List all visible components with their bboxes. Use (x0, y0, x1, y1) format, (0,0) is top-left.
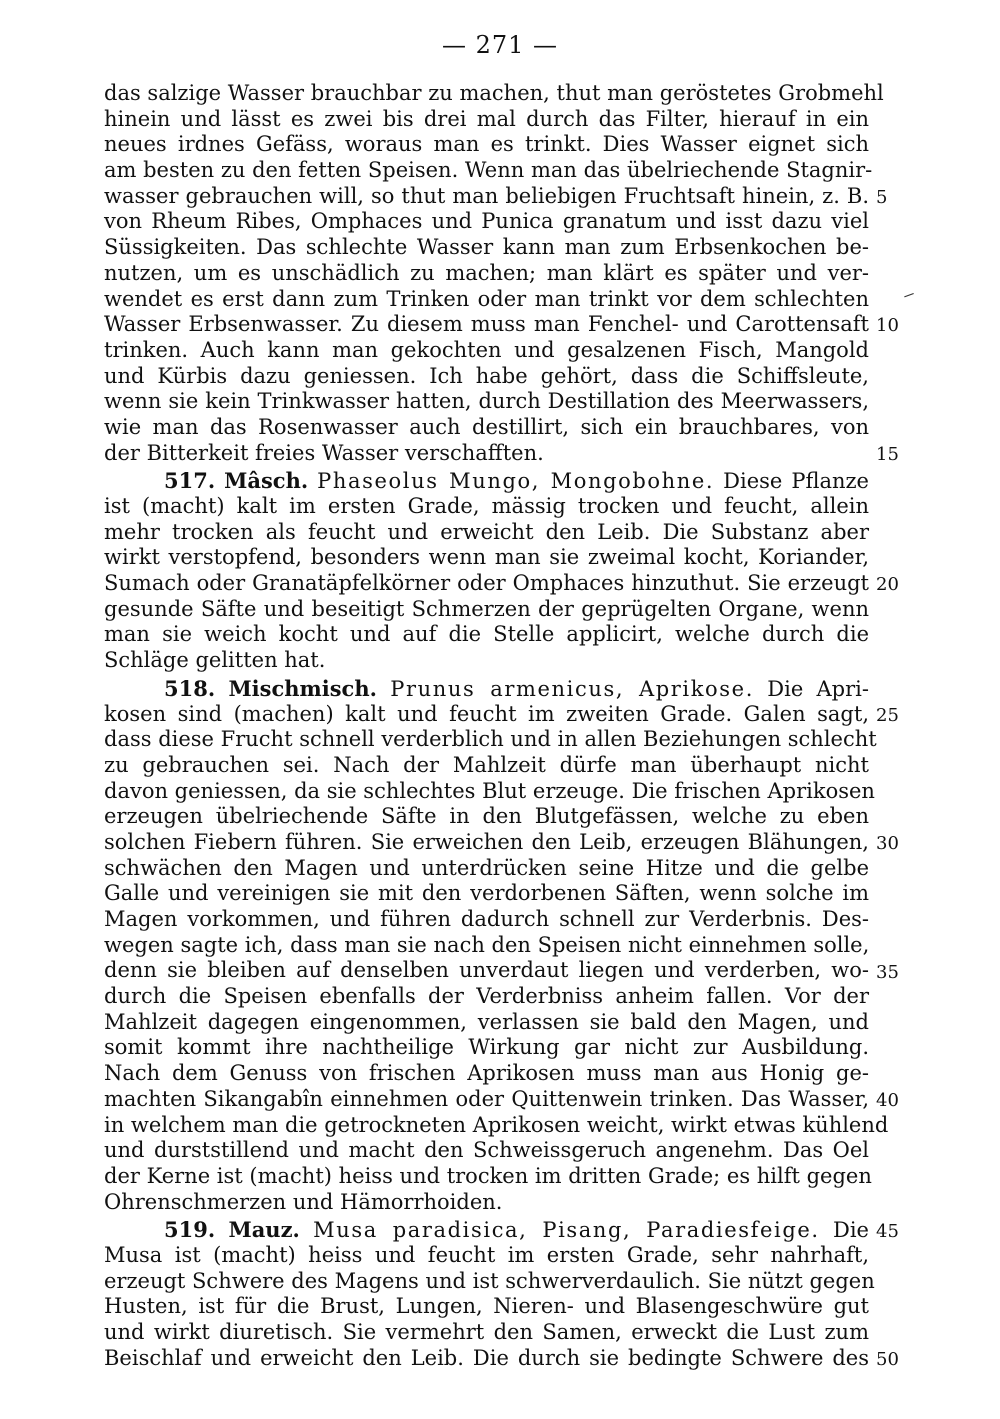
text-line (104, 312, 869, 338)
text-line (104, 545, 869, 571)
line-text: der Kerne ist (macht) heiss und trocken im dritten Grade; es hilft gegen (104, 1163, 872, 1188)
entry-botanical-name: Phaseolus Mungo, Mongobohne. (317, 469, 715, 494)
text-line (104, 804, 869, 830)
line-text: trinken. Auch kann man gekochten und gesalzenen Fisch, Mangold (104, 337, 869, 362)
line-number: 25 (876, 704, 899, 726)
entry-headword: Mâsch. (224, 468, 309, 494)
text-line (104, 753, 869, 779)
line-text: mehr trocken als feucht und erweicht den Leib. Die Substanz aber (104, 519, 869, 544)
entry-number: 518. (164, 675, 216, 701)
text-line (104, 1087, 869, 1113)
line-text: durch die Speisen ebenfalls der Verderbniss anheim fallen. Vor der (104, 984, 869, 1009)
text-line (104, 1243, 869, 1269)
text-line (104, 597, 869, 623)
line-text: dass diese Frucht schnell verderblich und in allen Beziehungen schlecht (104, 727, 877, 752)
line-text: Beischlaf und erweicht den Leib. Die durch sie bedingte Schwere des (104, 1345, 869, 1370)
line-text: gesunde Säfte und beseitigt Schmerzen der geprügelten Organe, wenn (104, 596, 869, 621)
text-line (104, 107, 869, 133)
text-line (104, 1061, 869, 1087)
page-number: — 271 — (441, 31, 559, 59)
text-line (104, 494, 869, 520)
line-text: und durststillend und macht den Schweissgeruch angenehm. Das Oel (104, 1138, 869, 1163)
line-text: hinein und lässt es zwei bis drei mal durch das Filter, hierauf in ein (104, 106, 869, 131)
line-text: somit kommt ihre nachtheilige Wirkung gar nicht zur Ausbildung. (104, 1035, 869, 1060)
text-line (104, 881, 869, 907)
line-text: Die Apri- (767, 676, 869, 701)
line-text: Sumach oder Granatäpfelkörner oder Omphaces hinzuthut. Sie erzeugt (104, 571, 869, 596)
line-number: 40 (876, 1090, 899, 1112)
line-text: Mahlzeit dagegen eingenommen, verlassen sie bald den Magen, und (104, 1009, 869, 1034)
text-line (104, 1268, 875, 1295)
line-text: wenn sie kein Trinkwasser hatten, durch Destillation des Meerwassers, (104, 389, 869, 414)
text-line (104, 1346, 869, 1372)
line-text: solchen Fiebern führen. Sie erweichen den Leib, erzeugen Blähungen, (104, 829, 869, 854)
line-number: 5 (876, 186, 888, 208)
line-text: zu gebrauchen sei. Nach der Mahlzeit dürfe man überhaupt nicht (104, 752, 869, 777)
margin-line-numbers (876, 0, 916, 1419)
text-line (104, 158, 873, 184)
text-line (104, 1010, 869, 1036)
text-line (104, 209, 869, 235)
text-line (104, 1190, 869, 1216)
entry-heading-line (104, 1217, 869, 1243)
line-number: 15 (876, 443, 899, 465)
text-line (104, 415, 869, 441)
text-line (104, 648, 869, 674)
line-text: Süssigkeiten. Das schlechte Wasser kann man zum Erbsenkochen be- (104, 235, 869, 260)
line-text: machten Sikangabîn einnehmen oder Quittenwein trinken. Das Wasser, (104, 1086, 869, 1111)
entry-headword: Mauz. (228, 1217, 300, 1243)
line-text: wasser gebrauchen will, so thut man beliebigen Fruchtsaft hinein, z. B. (104, 183, 869, 208)
line-number: 30 (876, 833, 899, 855)
line-text: und wirkt diuretisch. Sie vermehrt den Samen, erweckt die Lust zum (104, 1320, 869, 1344)
text-line (104, 830, 869, 856)
text-line (104, 132, 869, 158)
line-text: der Bitterkeit freies Wasser verschafften. (104, 440, 544, 465)
text-line (104, 261, 869, 287)
line-text: erzeugen übelriechende Säfte in den Blutgefässen, welche zu eben (104, 804, 869, 829)
line-text: wendet es erst dann zum Trinken oder man trinkt vor dem schlechten (104, 286, 869, 311)
line-text: denn sie bleiben auf denselben unverdaut liegen und verderben, wo- (104, 958, 869, 983)
text-line (104, 441, 869, 467)
line-text: Galle und vereinigen sie mit den verdorbenen Säften, wenn solche im (104, 881, 869, 906)
line-text: neues irdnes Gefäss, woraus man es trinkt. Dies Wasser eignet sich (104, 132, 869, 157)
text-line (104, 622, 869, 648)
line-text: Wasser Erbsenwasser. Zu diesem muss man Fenchel- und Carottensaft (104, 312, 869, 337)
line-text: das salzige Wasser brauchbar zu machen, thut man geröstetes Grobmehl (104, 81, 884, 105)
text-line (104, 1138, 869, 1164)
line-text: Nach dem Genuss von frischen Aprikosen muss man aus Honig ge- (104, 1061, 869, 1086)
line-text: nutzen, um es unschädlich zu machen; man klärt es später und ver- (104, 260, 869, 285)
line-text: ist (macht) kalt im ersten Grade, mässig trocken und feucht, allein (104, 494, 869, 518)
text-line (104, 1320, 869, 1346)
line-text: Magen vorkommen, und führen dadurch schnell zur Verderbnis. Des- (104, 907, 869, 931)
line-text: Schläge gelitten hat. (104, 648, 326, 673)
line-text: Die (833, 1218, 869, 1243)
line-number: 35 (876, 961, 899, 983)
line-text: davon geniessen, da sie schlechtes Blut erzeuge. Die frischen Aprikosen (104, 778, 875, 803)
line-text: wegen sagte ich, dass man sie nach den Speisen nicht einnehmen solle, (104, 932, 870, 957)
text-line (104, 702, 869, 728)
line-text: schwächen den Magen und unterdrücken seine Hitze und die gelbe (104, 855, 869, 880)
text-line (104, 984, 869, 1010)
line-number: 10 (876, 315, 899, 337)
line-text: kosen sind (machen) kalt und feucht im zweiten Grade. Galen sagt, (104, 701, 869, 726)
text-line (104, 907, 869, 933)
line-text: wirkt verstopfend, besonders wenn man sie zweimal kocht, Koriander, (104, 545, 869, 570)
line-text: erzeugt Schwere des Magens und ist schwerverdaulich. Sie nützt gegen (104, 1268, 875, 1293)
line-number: 50 (876, 1349, 899, 1371)
text-line (104, 389, 869, 415)
text-line (104, 856, 869, 882)
line-text: Husten, ist für die Brust, Lungen, Nieren- und Blasengeschwüre gut (104, 1294, 869, 1319)
line-text: in welchem man die getrockneten Aprikosen weicht, wirkt etwas kühlend (104, 1112, 889, 1137)
text-line (104, 520, 869, 546)
line-text: wie man das Rosenwasser auch destillirt, sich ein brauchbares, von (104, 414, 869, 439)
entry-number: 519. (164, 1217, 216, 1243)
pen-mark-decoration: ‒ (899, 282, 918, 307)
line-text: man sie weich kocht und auf die Stelle applicirt, welche durch die (104, 622, 869, 647)
text-line (104, 1163, 872, 1190)
text-line (104, 235, 869, 261)
entry-headword: Mischmisch. (228, 675, 377, 701)
entry-heading-line (104, 468, 869, 494)
line-text: Musa ist (macht) heiss und feucht im ersten Grade, sehr nahrhaft, (104, 1242, 869, 1267)
text-line (104, 364, 869, 390)
line-number: 20 (876, 574, 899, 596)
text-line (104, 727, 877, 753)
text-line (104, 184, 869, 210)
text-line (104, 933, 869, 959)
text-line (104, 81, 884, 107)
text-line (104, 287, 869, 313)
entry-heading-line (104, 676, 869, 702)
text-line (104, 1294, 869, 1320)
line-text: Ohrenschmerzen und Hämorrhoiden. (104, 1189, 503, 1214)
entry-number: 517. (164, 468, 216, 494)
line-text: und Kürbis dazu geniessen. Ich habe gehört, dass die Schiffsleute, (104, 363, 869, 388)
line-text: von Rheum Ribes, Omphaces und Punica granatum und isst dazu viel (104, 209, 869, 234)
entry-botanical-name: Prunus armenicus, Aprikose. (390, 676, 754, 701)
text-line (104, 1035, 869, 1061)
text-line (104, 778, 875, 805)
line-number: 45 (876, 1220, 899, 1242)
text-line (104, 958, 869, 984)
text-line (104, 338, 869, 364)
text-line (104, 1112, 889, 1139)
entry-botanical-name: Musa paradisica, Pisang, Paradiesfeige. (313, 1218, 820, 1243)
text-line (104, 571, 869, 597)
line-text: am besten zu den fetten Speisen. Wenn man das übelriechende Stagnir- (104, 158, 873, 183)
line-text: Diese Pflanze (723, 469, 869, 494)
